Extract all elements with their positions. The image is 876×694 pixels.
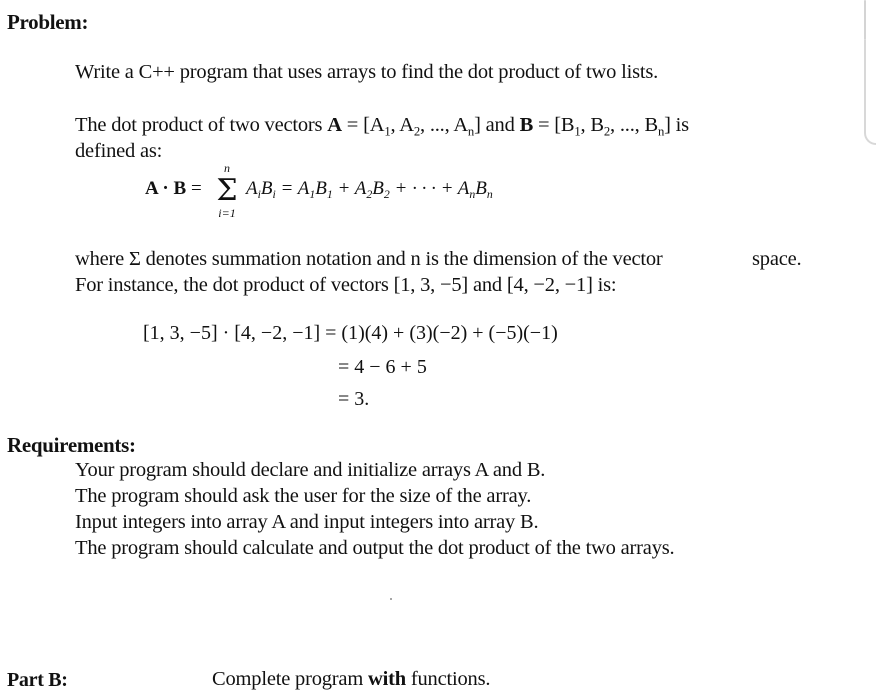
formula-term: B [260, 178, 273, 199]
part-b-text: functions. [405, 668, 491, 690]
subscript: 1 [574, 124, 581, 139]
subscript: 1 [384, 124, 391, 139]
page-edge-decoration [862, 0, 876, 145]
requirement-item: The program should calculate and output the dot product of the two arrays. [75, 537, 675, 559]
definition-text: ] and [474, 114, 520, 136]
subscript: 1 [326, 188, 333, 202]
definition-line-1 [75, 114, 689, 137]
example-line-1: [1, 3, −5] · [4, −2, −1] = (1)(4) + (3)(−2) + (−5)(−1) [143, 322, 558, 344]
problem-intro: Write a C++ program that uses arrays to find the dot product of two lists. [75, 61, 659, 83]
summation-symbol [213, 161, 241, 221]
formula-term: A [246, 178, 258, 199]
page-edge-curve [864, 40, 876, 145]
example-line-2: = 4 − 6 + 5 [338, 356, 427, 378]
definition-text: ] is [664, 114, 689, 136]
subscript: n [657, 124, 665, 139]
formula-equals: = [186, 178, 202, 199]
requirements-heading: Requirements: [7, 433, 136, 457]
requirement-item: Your program should declare and initialize arrays A and B. [75, 459, 546, 481]
definition-text: , A [390, 114, 414, 136]
subscript: i [272, 188, 276, 202]
formula-term: B [475, 178, 487, 199]
dot-product-formula-rhs [246, 178, 493, 200]
summation-explanation-end: space. [752, 248, 802, 270]
definition-text: , ..., A [419, 114, 468, 136]
requirement-item: The program should ask the user for the size of the array. [75, 485, 532, 507]
formula-term: = A [275, 178, 310, 199]
subscript: n [486, 188, 493, 202]
problem-heading: Problem: [7, 10, 89, 34]
subscript: 2 [603, 124, 610, 139]
formula-lhs: A · B [145, 178, 187, 199]
summation-explanation: where Σ denotes summation notation and n is the dimension of the vector [75, 248, 663, 270]
definition-line-2: defined as: [75, 140, 163, 162]
formula-term: B [315, 178, 327, 199]
subscript: i [257, 188, 261, 202]
subscript: 2 [366, 188, 373, 202]
example-line-3: = 3. [338, 388, 370, 410]
formula-term: + A [332, 178, 367, 199]
subscript: 1 [309, 188, 316, 202]
definition-text: = [A [341, 114, 385, 136]
dot-product-formula-lhs [145, 178, 202, 200]
vector-b-label: B [519, 114, 534, 136]
sigma-lower-limit: i=1 [218, 206, 236, 220]
requirement-item: Input integers into array A and input integers into array B. [75, 511, 539, 533]
sigma-upper-limit: n [224, 161, 230, 175]
subscript: 2 [413, 124, 420, 139]
subscript: 2 [383, 188, 390, 202]
subscript: n [467, 124, 475, 139]
subscript: n [469, 188, 476, 202]
definition-text: , B [580, 114, 604, 136]
stray-dot [390, 598, 392, 600]
definition-text: , ..., B [610, 114, 658, 136]
definition-text: = [B [533, 114, 575, 136]
vector-a-label: A [327, 114, 342, 136]
page-edge-line [864, 0, 866, 40]
example-intro: For instance, the dot product of vectors [1, 3, −5] and [4, −2, −1] is: [75, 274, 617, 296]
formula-term: + · · · + A [389, 178, 470, 199]
part-b-description [212, 668, 490, 691]
sigma-icon: Σ [216, 173, 238, 208]
part-b-emphasis: with [368, 668, 406, 690]
part-b-heading: Part B: [7, 669, 68, 691]
definition-text: The dot product of two vectors [75, 114, 328, 136]
formula-term: B [372, 178, 384, 199]
part-b-text: Complete program [212, 668, 369, 690]
